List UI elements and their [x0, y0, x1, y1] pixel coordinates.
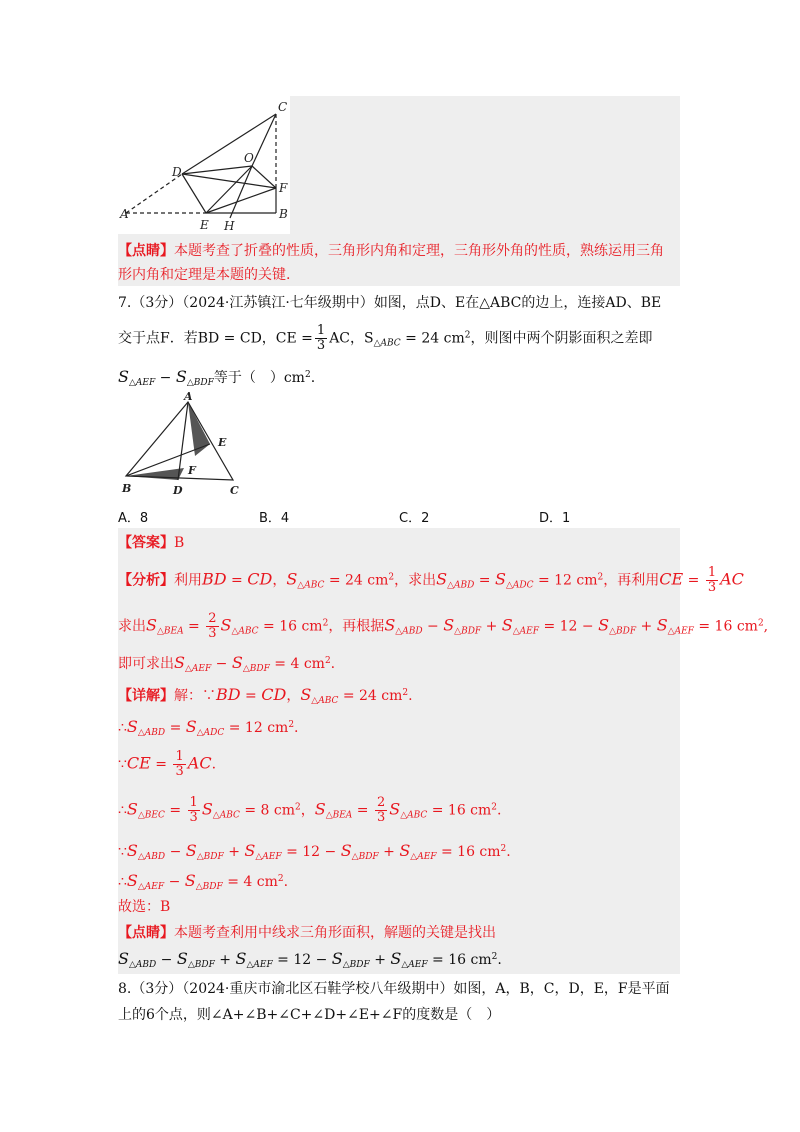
- fig1-label-f: F: [279, 181, 288, 195]
- option-b[interactable]: B．4: [259, 511, 290, 526]
- fig1-label-b: B: [279, 207, 288, 221]
- top-note-line1: 【点睛】本题考查了折叠的性质，三角形内角和定理，三角形外角的性质，熟练运用三角: [118, 243, 664, 259]
- q7-stem-line1: 7.（3分）（2024·江苏镇江·七年级期中）如图，点D、E在△ABC的边上，连接AD、BE: [118, 295, 662, 311]
- fig2-label-a: A: [184, 392, 193, 403]
- fig2-label-c: C: [230, 484, 239, 497]
- q8-stem-line2: 上的6个点，则∠A+∠B+∠C+∠D+∠E+∠F的度数是（ ）: [118, 1007, 501, 1023]
- fig2-label-b: B: [122, 482, 132, 495]
- note-line2: $S_{\triangle ABD} - S_{\triangle BDF} + S_{\triangle AEF} = 12 - S_{\triangle BDF} + S_{\triangle AEF} = 16$ $cm^2$.: [118, 949, 502, 970]
- detail-line1: 【详解】解：∵BD = CD，$S_{\triangle ABC} = 24$ $cm^2$.: [118, 685, 413, 706]
- option-a[interactable]: A．8: [118, 511, 149, 526]
- option-c[interactable]: C．2: [399, 511, 430, 526]
- q7-stem-line2: 交于点F．若BD = CD，CE = $\frac{1}{3}$ AC，$S_{\triangle ABC} = 24$ $cm^2$，则图中两个阴影面积之差即: [118, 323, 653, 353]
- detail-conclusion: 故选：B: [118, 899, 171, 915]
- option-d[interactable]: D．1: [539, 511, 571, 526]
- q8-stem-line1: 8.（3分）（2024·重庆市渝北区石鞋学校八年级期中）如图，A，B，C，D，E，F是平面: [118, 981, 670, 997]
- detail-line3: ∵CE = $\frac{1}{3}$ AC.: [118, 749, 217, 779]
- fig1-label-d: D: [172, 165, 182, 179]
- q7-fraction: $\frac{1}{3}$: [316, 323, 326, 353]
- fig1-label-c: C: [278, 100, 288, 114]
- note-line1: 【点睛】本题考查利用中线求三角形面积，解题的关键是找出: [118, 925, 496, 941]
- detail-line2: $\therefore S_{\triangle ABD} = S_{\triangle ADC} = 12$ $cm^2$.: [118, 717, 299, 738]
- fig1-label-h: H: [224, 219, 235, 233]
- analysis-line1: 【分析】利用BD = CD，$S_{\triangle ABC} = 24$ $cm^2$，求出$S_{\triangle ABD} = S_{\triangle ADC} = 12$ $cm^2$，再利用CE = $\frac{1}{3}$ AC: [118, 565, 744, 595]
- fig1-label-e: E: [200, 218, 209, 232]
- fold-triangle-figure: [118, 96, 290, 234]
- fig1-label-a: A: [120, 207, 129, 221]
- detail-line6: $\therefore S_{\triangle AEF} - S_{\triangle BDF} = 4$ $cm^2$.: [118, 871, 289, 892]
- answer-line: 【答案】B: [118, 535, 185, 551]
- detail-line4: $\therefore S_{\triangle BEC}$ = $\frac{1}{3}$ $S_{\triangle ABC} = 8$ $cm^2$，$S_{\triangle BEA}$ = $\frac{2}{3}$ $S_{\triangle ABC} = 16$ $cm^2$.: [118, 795, 502, 825]
- q7-stem-line3: $S_{\triangle AEF} - S_{\triangle BDF}$等于（ ）$cm^2$.: [118, 367, 316, 388]
- fig2-label-d: D: [173, 484, 183, 497]
- analysis-line2: 求出$S_{\triangle BEA}$ = $\frac{2}{3}$ $S_{\triangle ABC} = 16$ $cm^2$，再根据$S_{\triangle ABD} - S_{\triangle BDF} + S_{\triangle AEF} = 12 - S_{\triangle BDF} + S_{\triangle AEF} = 16$ $cm^2$,: [118, 611, 769, 641]
- fig2-label-f: F: [188, 464, 196, 477]
- analysis-line3: 即可求出$S_{\triangle AEF} - S_{\triangle BDF} = 4$ $cm^2$.: [118, 653, 336, 674]
- top-note-line2: 形内角和定理是本题的关键.: [118, 267, 291, 283]
- fig1-label-o: O: [244, 151, 254, 165]
- shaded-triangle-figure: [118, 392, 248, 498]
- fig2-label-e: E: [218, 436, 227, 449]
- detail-line5: $\because S_{\triangle ABD} - S_{\triangle BDF} + S_{\triangle AEF} = 12 - S_{\triangle BDF} + S_{\triangle AEF} = 16$ $cm^2$.: [118, 841, 511, 862]
